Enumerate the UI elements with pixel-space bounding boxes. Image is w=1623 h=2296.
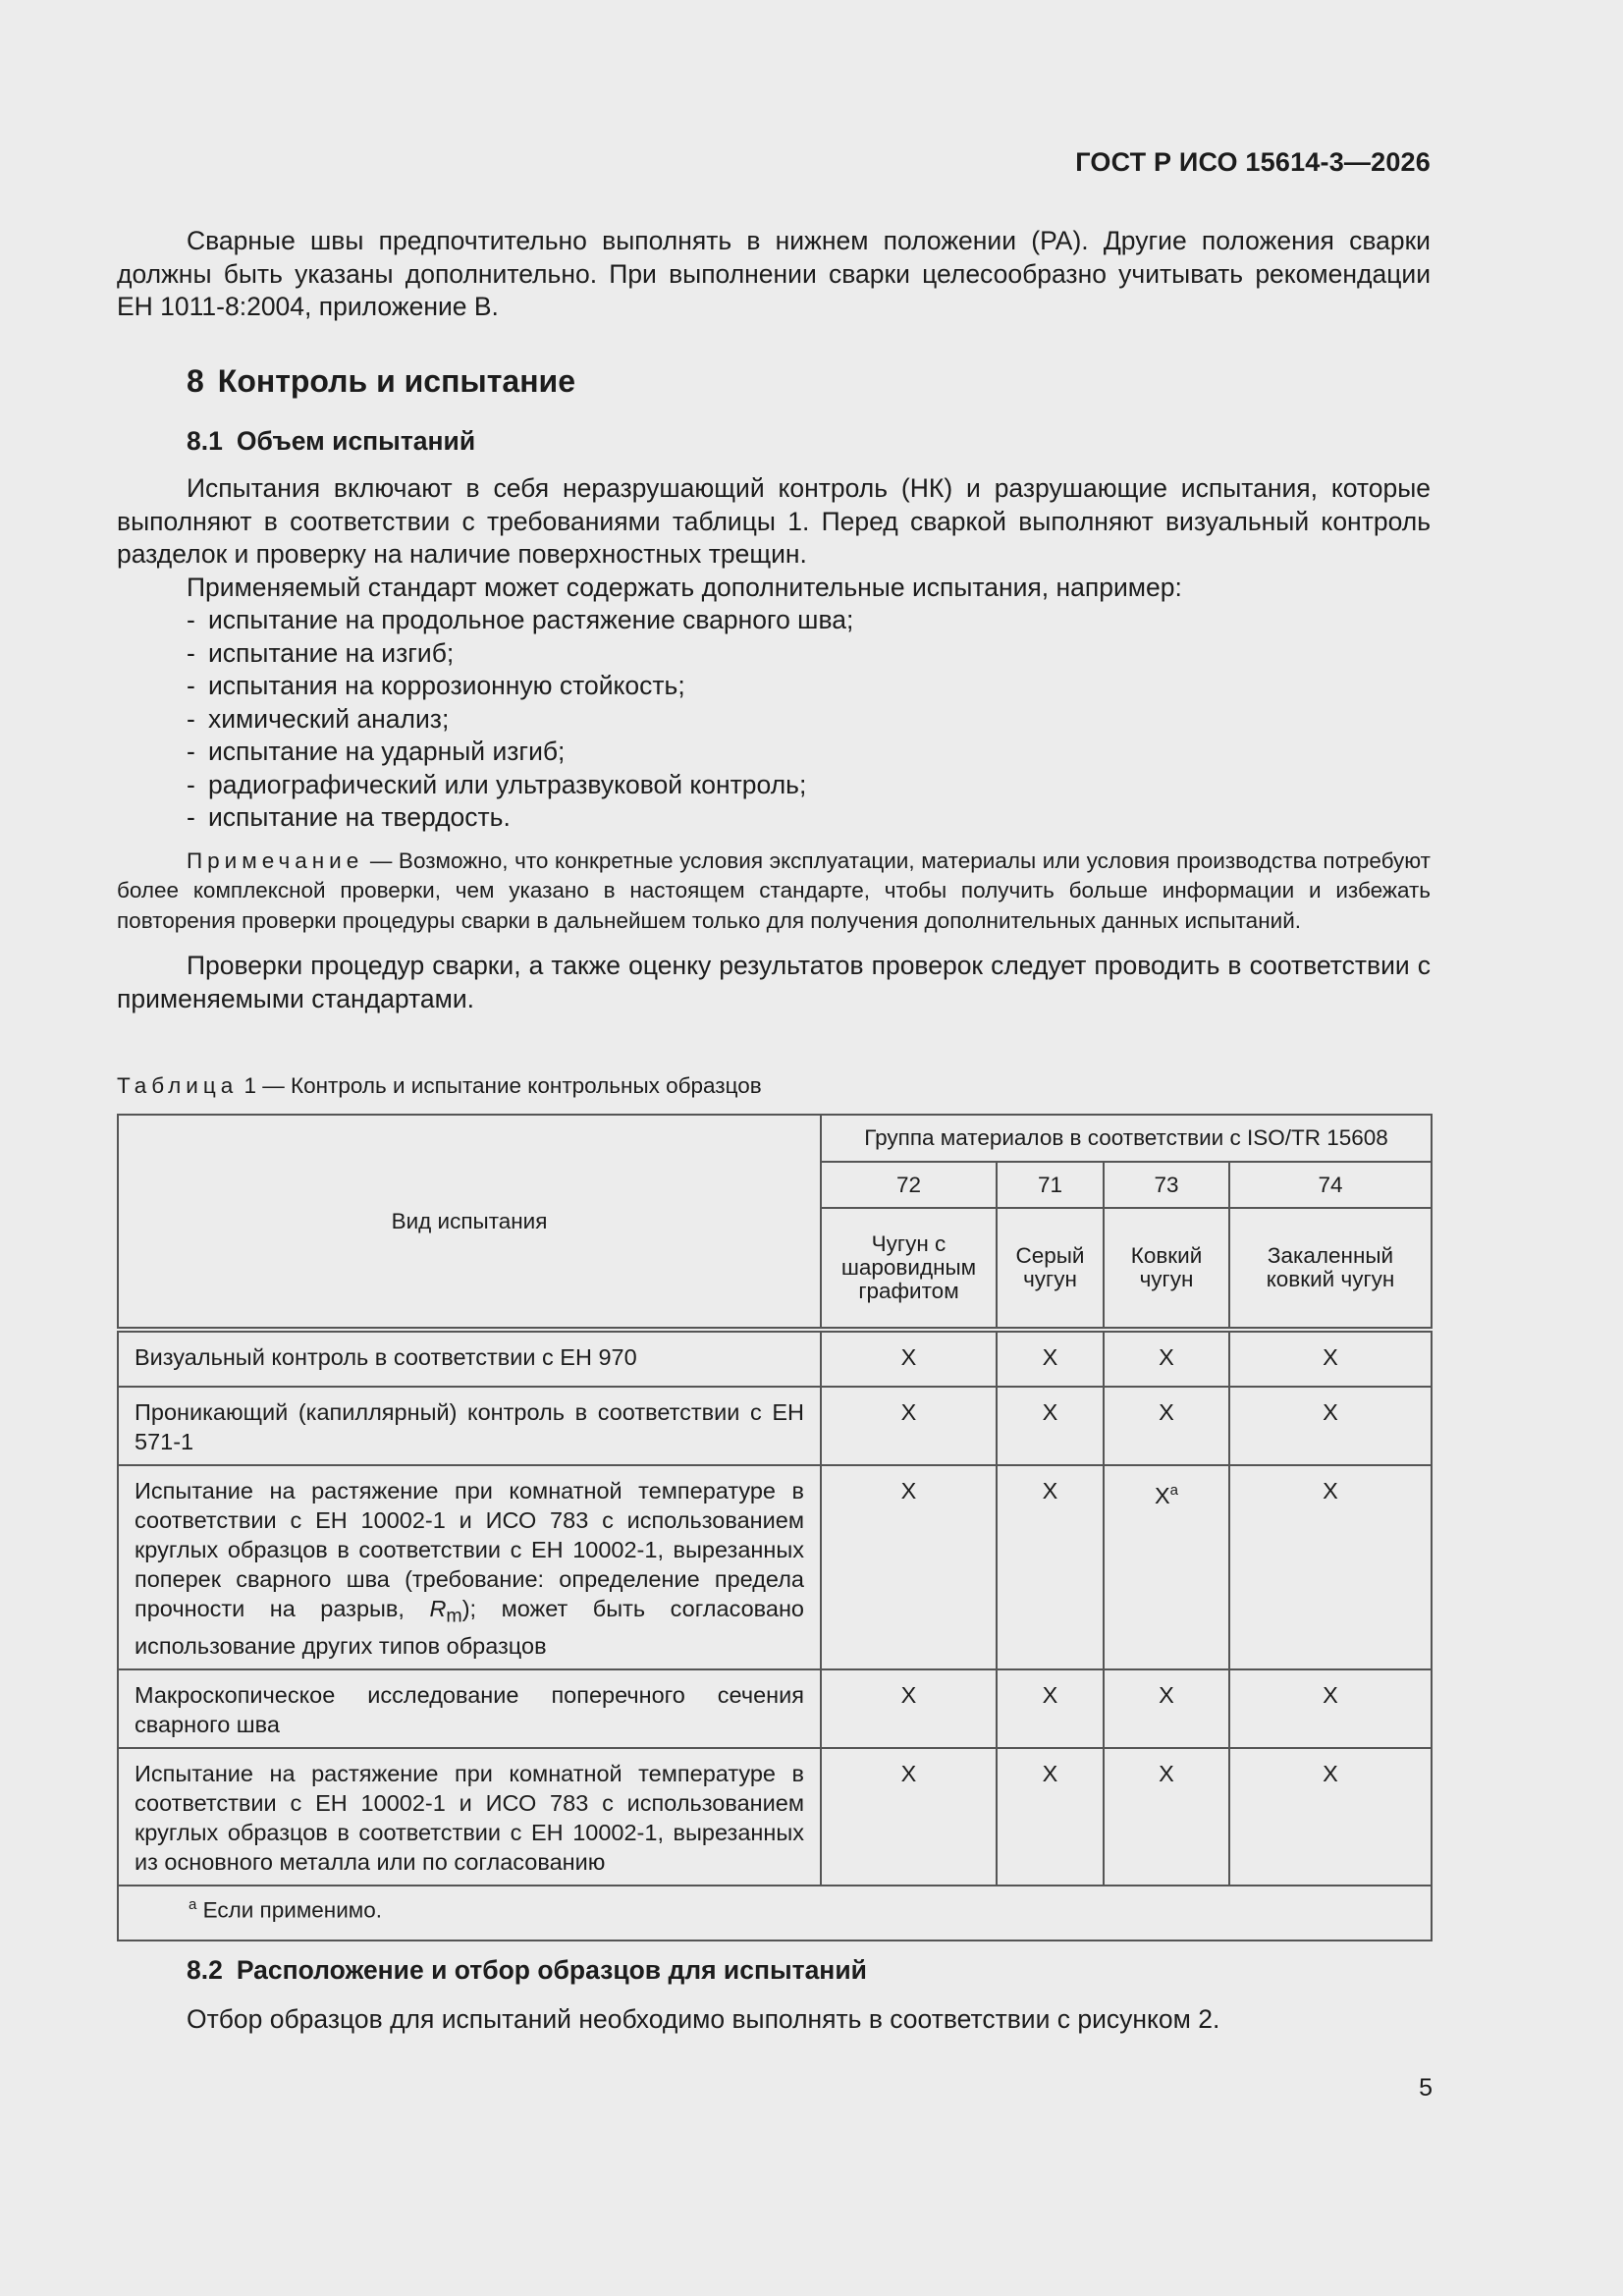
applicability-mark: X — [821, 1669, 997, 1748]
section-title: Контроль и испытание — [217, 363, 576, 399]
applicability-mark: X — [1229, 1748, 1432, 1886]
table-caption-text: 1 — Контроль и испытание контрольных образцов — [238, 1073, 762, 1098]
table-row — [118, 1330, 1432, 1387]
subsection-title: Расположение и отбор образцов для испытаний — [236, 1955, 867, 1985]
footnote-text: Если применимо. — [202, 1897, 383, 1923]
table-caption-label: Таблица — [117, 1073, 239, 1098]
applicability-mark: X — [1104, 1330, 1229, 1387]
section-number: 8 — [187, 363, 204, 399]
note-text: — Возможно, что конкретные условия эксплуатации, материалы или условия производства потребуют более комплексной проверки, чем указано в настоящем стандарте, чтобы получить больше информации и избежать повторения проверки процедуры сварки в дальнейшем только для получения дополнительных данных испытаний. — [117, 847, 1431, 933]
section-heading — [117, 363, 575, 400]
material-name: Ковкий чугун — [1104, 1208, 1229, 1330]
test-type-header: Вид испытания — [118, 1115, 821, 1330]
applicability-mark: X — [997, 1330, 1104, 1387]
table-row — [118, 1669, 1432, 1748]
page-number: 5 — [1419, 2074, 1433, 2102]
symbol-subscript: m — [446, 1605, 462, 1627]
material-group-header: Группа материалов в соответствии с ISO/TR 15608 — [821, 1115, 1432, 1162]
intro-paragraph: Сварные швы предпочтительно выполнять в нижнем положении (PA). Другие положения сварки должны быть указаны дополнительно. При выполнении сварки целесообразно учитывать рекомендации ЕН 1011-8:2004, приложение В. — [117, 226, 1431, 321]
applicability-mark: X — [997, 1748, 1104, 1886]
table-caption — [117, 1073, 762, 1099]
applicability-mark: X — [1104, 1748, 1229, 1886]
test-description: Проникающий (капиллярный) контроль в соответствии с ЕН 571-1 — [118, 1387, 821, 1465]
applicability-mark: X — [1104, 1387, 1229, 1465]
list-item: - испытание на изгиб; — [187, 637, 455, 668]
table-row — [118, 1387, 1432, 1465]
subsection-number: 8.1 — [187, 426, 223, 456]
control-tests-table — [117, 1114, 1433, 1941]
applicability-mark: X — [997, 1387, 1104, 1465]
subsection-heading-8-2 — [117, 1955, 867, 1986]
test-description: Испытание на растяжение при комнатной температуре в соответствии с ЕН 10002-1 и ИСО 783 с использованием круглых образцов в соответствии с ЕН 10002-1, вырезанных поперек сварного шва (требование: определение предела прочности на разрыв, $R_m$); может быть согласовано использование других типов образцов — [118, 1465, 821, 1669]
table-footnote — [118, 1886, 1432, 1941]
list-item: - химический анализ; — [187, 703, 450, 734]
table-row — [118, 1465, 1432, 1669]
paragraph-standards: Проверки процедур сварки, а также оценку результатов проверок следует проводить в соответствии с применяемыми стандартами. — [117, 951, 1431, 1013]
material-name: Серый чугун — [997, 1208, 1104, 1330]
symbol-r: R — [429, 1596, 447, 1621]
applicability-mark: X — [997, 1465, 1104, 1669]
subsection-title: Объем испытаний — [236, 426, 476, 456]
group-number: 72 — [821, 1162, 997, 1208]
applicability-mark: $X^a$ — [1104, 1465, 1229, 1669]
footnote-ref: a — [1169, 1482, 1179, 1499]
additional-tests-list — [117, 604, 1431, 835]
list-item: - испытания на коррозионную стойкость; — [187, 671, 685, 700]
applicability-mark: X — [997, 1669, 1104, 1748]
subsection-8-1-body — [117, 472, 1431, 1015]
applicability-mark: X — [821, 1387, 997, 1465]
list-item: - испытание на ударный изгиб; — [187, 737, 566, 766]
table-row — [118, 1748, 1432, 1886]
list-item: - радиографический или ультразвуковой контроль; — [187, 769, 807, 799]
applicability-mark: X — [821, 1330, 997, 1387]
material-name: Чугун с шаровидным графитом — [821, 1208, 997, 1330]
paragraph-tests: Испытания включают в себя неразрушающий контроль (НК) и разрушающие испытания, которые выполняют в соответствии с требованиями таблицы 1. Перед сваркой выполняют визуальный контроль разделок и проверку на наличие поверхностных трещин. — [117, 473, 1431, 569]
applicability-mark: X — [821, 1748, 997, 1886]
group-number: 71 — [997, 1162, 1104, 1208]
note-paragraph — [117, 847, 1431, 937]
applicability-mark: X — [1104, 1669, 1229, 1748]
table-footnote-row — [118, 1886, 1432, 1941]
applicability-mark: X — [1229, 1330, 1432, 1387]
paragraph-sampling: Отбор образцов для испытаний необходимо выполнять в соответствии с рисунком 2. — [187, 2004, 1220, 2034]
list-item: - испытание на продольное растяжение сварного шва; — [187, 605, 854, 634]
subsection-heading-8-1 — [117, 426, 475, 457]
list-item: - испытание на твердость. — [187, 802, 511, 832]
material-name: Закаленный ковкий чугун — [1229, 1208, 1432, 1330]
applicability-mark: X — [1229, 1387, 1432, 1465]
test-description: Макроскопическое исследование поперечного сечения сварного шва — [118, 1669, 821, 1748]
applicability-mark: X — [1229, 1669, 1432, 1748]
test-description: Визуальный контроль в соответствии с ЕН 970 — [118, 1330, 821, 1387]
applicability-mark: X — [821, 1465, 997, 1669]
test-description: Испытание на растяжение при комнатной температуре в соответствии с ЕН 10002-1 и ИСО 783 с использованием круглых образцов в соответствии с ЕН 10002-1, вырезанных из основного металла или по согласованию — [118, 1748, 821, 1886]
standard-header: ГОСТ Р ИСО 15614-3—2026 — [1075, 147, 1431, 177]
applicability-mark: X — [1229, 1465, 1432, 1669]
note-label: Примечание — [187, 847, 364, 873]
footnote-mark: a — [189, 1895, 197, 1913]
subsection-number: 8.2 — [187, 1955, 223, 1985]
paragraph-additional: Применяемый стандарт может содержать дополнительные испытания, например: — [187, 572, 1182, 602]
group-number: 73 — [1104, 1162, 1229, 1208]
group-number: 74 — [1229, 1162, 1432, 1208]
